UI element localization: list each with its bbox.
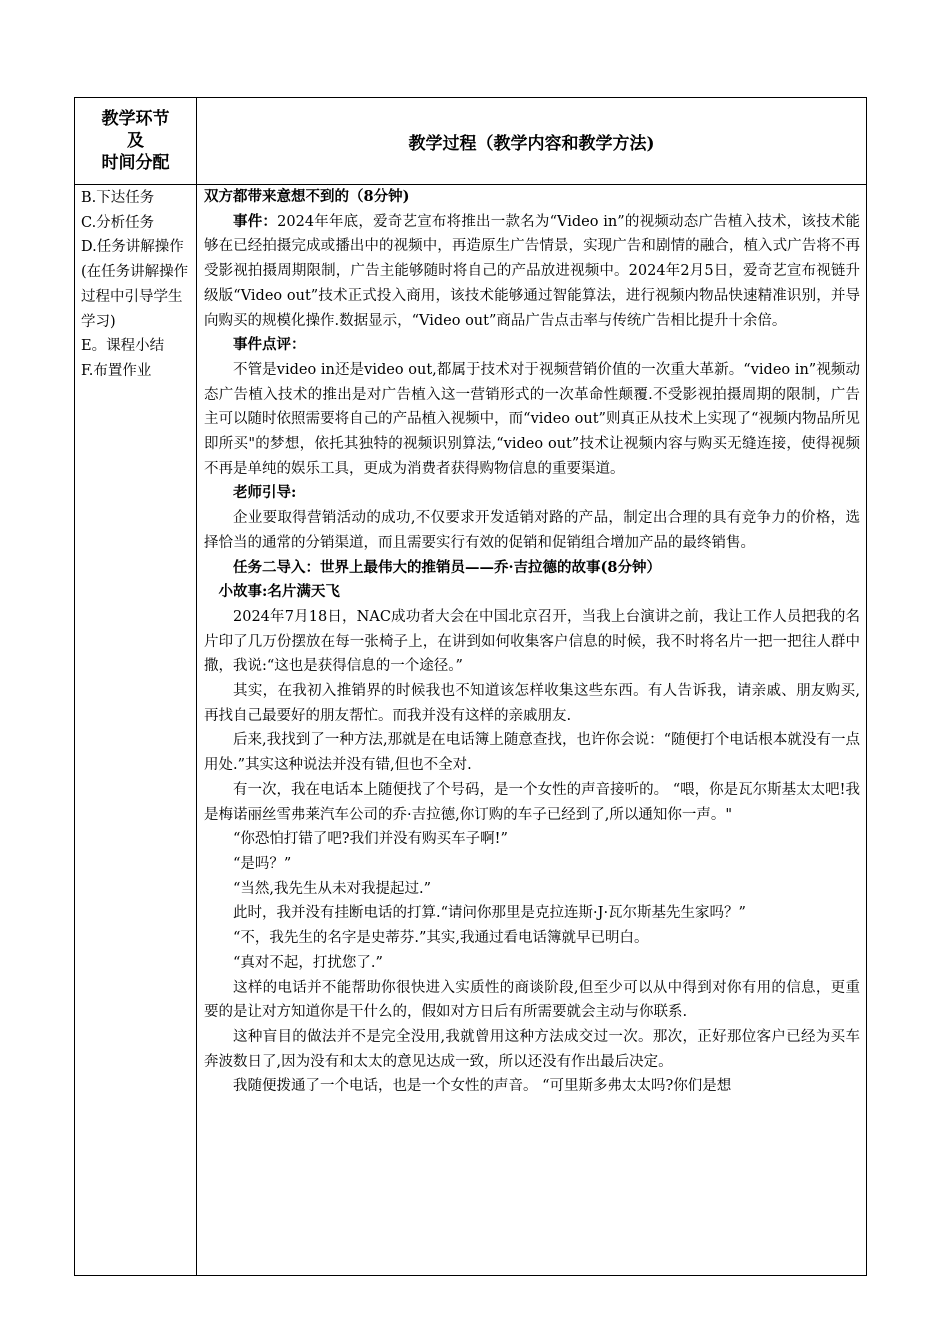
section-title: 双方都带来意想不到的（8分钟) — [204, 188, 410, 205]
comment-label: 事件点评： — [233, 336, 306, 354]
step-item: F.布置作业 — [81, 362, 152, 379]
event-paragraph — [204, 210, 860, 334]
header-teaching-process: 教学过程（教学内容和教学方法) — [197, 98, 867, 185]
story-paragraph: “你恐怕打错了吧?我们并没有购买车子啊!” — [233, 831, 508, 848]
story-paragraph: “当然,我先生从未对我提起过.” — [233, 880, 432, 897]
story-paragraph: “不，我先生的名字是史蒂芬.”其实,我通过看电话簿就早已明白。 — [233, 930, 649, 947]
story-paragraph: “是吗？” — [233, 855, 292, 872]
story-paragraph: “真对不起，打扰您了.” — [233, 954, 383, 971]
step-item: E。课程小结 — [81, 338, 165, 355]
step-item: C.分析任务 — [81, 214, 155, 231]
guide-text: 企业要取得营销活动的成功,不仅要求开发适销对路的产品，制定出合理的具有竞争力的价格，选择恰当的通常的分销渠道，而且需要实行有效的促销和促销组合增加产品的最终销售。 — [204, 510, 860, 551]
header-left-line-3: 时间分配 — [101, 153, 170, 173]
event-label: 事件： — [233, 212, 278, 230]
header-left-line-1: 教学环节 — [101, 109, 170, 129]
story-paragraph: 我随便拨通了一个电话，也是一个女性的声音。 “可里斯多弗太太吗?你们是想 — [233, 1078, 732, 1095]
header-teaching-stage — [75, 98, 197, 185]
step-item: (在任务讲解操作过程中引导学生学习) — [81, 264, 189, 330]
comment-text: 不管是video in还是video out,都属于技术对于视频营销价值的一次重大革新。“video in”视频动态广告植入技术的推出是对广告植入这一营销形式的一次革命性颠覆.不受影视拍摄周期的限制，广告主可以随时依照需要将自己的产品植入视频中，而“video out”则真正从技术上实现了“视频内物品所见即所买"的梦想，依托其独特的视频识别算法,“video out”技术让视频内容与购买无缝连接，使得视频不再是单纯的娱乐工具，更成为消费者获得购物信息的重要渠道。 — [204, 361, 860, 477]
event-text: 2024年年底，爱奇艺宣布将推出一款名为“Video in”的视频动态广告植入技术，该技术能够在已经拍摄完成或播出中的视频中，再造原生广告情景，实现广告和剧情的融合，植入式广告将不再受影视拍摄周期限制，广告主能够随时将自己的产品放进视频中。2024年2月5日，爱奇艺宣布视链升级版“Video out”技术正式投入商用，该技术能够通过智能算法，进行视频内物品快速精准识别，并导向购买的规模化操作.数据显示，“Video out”商品广告点击率与传统广告相比提升十余倍。 — [204, 213, 861, 329]
story-paragraph: 有一次，我在电话本上随便找了个号码，是一个女性的声音接听的。 “喂，你是瓦尔斯基太太吧!我是梅诺丽丝雪弗莱汽车公司的乔·吉拉德,你订购的车子已经到了,所以通知你一声。" — [204, 781, 860, 823]
lesson-plan-table — [74, 97, 867, 1276]
story-paragraph: 此时，我并没有挂断电话的打算.“请问你那里是克拉连斯·J·瓦尔斯基先生家吗？” — [233, 905, 746, 922]
guide-label: 老师引导: — [233, 484, 297, 502]
story-paragraph: 其实，在我初入推销界的时候我也不知道该怎样收集这些东西。有人告诉我，请亲戚、朋友购买,再找自己最要好的朋友帮忙。而我并没有这样的亲戚朋友. — [204, 683, 860, 724]
story-paragraph: 2024年7月18日，NAC成功者大会在中国北京召开，当我上台演讲之前，我让工作人员把我的名片印了几万份摆放在每一张椅子上，在讲到如何收集客户信息的时候，我不时将名片一把一把往人群中撒，我说:“这也是获得信息的一个途径。” — [204, 608, 860, 675]
story-paragraph: 后来,我找到了一种方法,那就是在电话簿上随意查找，也许你会说：“随便打个电话根本就没有一点用处.”其实这种说法并没有错,但也不全对. — [204, 732, 860, 774]
story-paragraph: 这样的电话并不能帮助你很快进入实质性的商谈阶段,但至少可以从中得到对你有用的信息，更重要的是让对方知道你是干什么的，假如对方日后有所需要就会主动与你联系. — [204, 979, 860, 1021]
steps-column — [75, 185, 197, 1276]
task2-title: 任务二导入：世界上最伟大的推销员——乔·吉拉德的故事(8分钟） — [233, 558, 661, 576]
table-header-row — [75, 98, 867, 185]
story-title: 小故事:名片满天飞 — [218, 583, 340, 601]
step-item: B.下达任务 — [81, 190, 155, 206]
story-paragraph: 这种盲目的做法并不是完全没用,我就曾用这种方法成交过一次。那次，正好那位客户已经为买车奔波数日了,因为没有和太太的意见达成一致，所以还没有作出最后决定。 — [204, 1028, 860, 1070]
table-body-row — [75, 185, 867, 1276]
content-column — [197, 185, 867, 1276]
step-item: D.任务讲解操作 — [81, 239, 184, 256]
header-left-line-2: 及 — [127, 131, 144, 151]
